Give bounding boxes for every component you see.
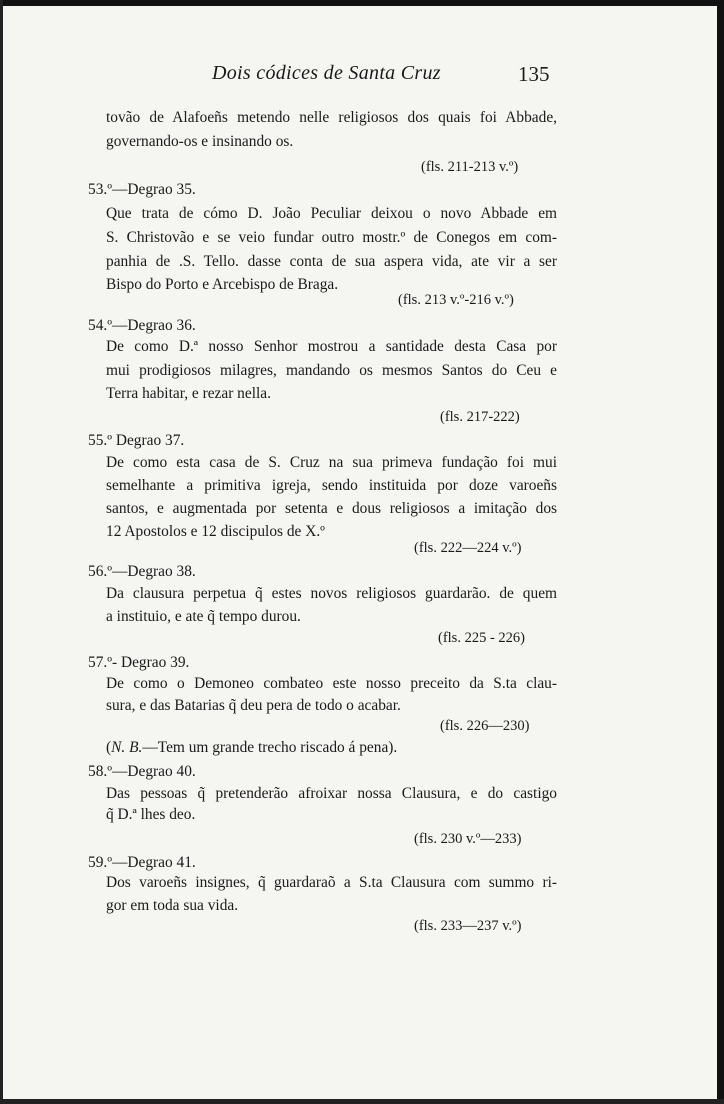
- entry-line: semelhante a primitiva igreja, sendo instituida por doze varoeñs: [106, 477, 557, 494]
- entry-line: 12 Apostolos e 12 discipulos de X.º: [106, 523, 325, 540]
- entry-line: q̃ D.ª lhes deo.: [106, 806, 196, 823]
- running-title: Dois códices de Santa Cruz: [212, 62, 441, 84]
- entry-folio-ref: (fls. 230 v.º—233): [414, 831, 522, 847]
- entry-folio-ref: (fls. 217-222): [440, 409, 520, 425]
- page-header: [0, 62, 724, 92]
- entry-line: Bispo do Porto e Arcebispo de Braga.: [106, 276, 339, 293]
- entry-line: santos, e augmentada por setenta e dous religiosos a imitação dos: [106, 500, 557, 517]
- intro-line: tovão de Alafoeñs metendo nelle religiosos dos quais foi Abbade,: [106, 109, 557, 126]
- scan-border-left: [0, 0, 3, 1104]
- entry-line: gor em toda sua vida.: [106, 897, 239, 914]
- page-number: 135: [518, 62, 550, 86]
- entry-heading: 58.º—Degrao 40.: [88, 763, 196, 780]
- entry-line: De como esta casa de S. Cruz na sua primeva fundação foi mui: [106, 454, 557, 471]
- entry-heading: 56.º—Degrao 38.: [88, 563, 196, 580]
- entry-line: mui prodigiosos milagres, mandando os mesmos Santos do Ceu e: [106, 362, 557, 379]
- entry-line: De como o Demoneo combateo este nosso preceito da S.ta clau-: [106, 675, 557, 692]
- entry-line: sura, e das Batarias q̃ deu pera de todo o acabar.: [106, 697, 401, 714]
- entry-line: a instituio, e ate q̃ tempo durou.: [106, 608, 301, 625]
- editor-note: [106, 738, 397, 758]
- entry-line: panhia de .S. Tello. dasse conta de sua aspera vida, ate vir a ser: [106, 253, 557, 270]
- entry-line: S. Christovão e se veio fundar outro mostr.º de Conegos em com-: [106, 229, 557, 246]
- scan-border-top: [0, 0, 724, 6]
- entry-folio-ref: (fls. 222—224 v.º): [414, 540, 522, 556]
- scan-border-bottom: [0, 1099, 724, 1104]
- entry-heading: 57.º- Degrao 39.: [88, 654, 190, 671]
- entry-folio-ref: (fls. 225 - 226): [438, 630, 525, 646]
- entry-line: Que trata de cómo D. João Peculiar deixou o novo Abbade em: [106, 205, 557, 222]
- entry-heading: 55.º Degrao 37.: [88, 432, 185, 449]
- entry-heading: 59.º—Degrao 41.: [88, 854, 196, 871]
- entry-line: Das pessoas q̃ pretenderão afroixar nossa Clausura, e do castigo: [106, 785, 557, 802]
- entry-line: Terra habitar, e rezar nella.: [106, 385, 271, 402]
- editor-note-text: —Tem um grande trecho riscado á pena).: [142, 739, 398, 756]
- entry-heading: 53.º—Degrao 35.: [88, 181, 196, 198]
- intro-folio-ref: (fls. 211-213 v.º): [421, 159, 519, 175]
- entry-line: Da clausura perpetua q̃ estes novos religiosos guardarão. de quem: [106, 585, 557, 602]
- entry-line: Dos varoeñs insignes, q̃ guardaraõ a S.ta Clausura com summo ri-: [106, 874, 557, 891]
- entry-folio-ref: (fls. 226—230): [440, 718, 530, 734]
- entry-line: De como D.ª nosso Senhor mostrou a santidade desta Casa por: [106, 338, 557, 355]
- scan-border-right: [717, 0, 724, 1104]
- editor-note-open: (: [106, 739, 112, 756]
- entry-folio-ref: (fls. 233—237 v.º): [414, 918, 522, 934]
- intro-line: governando-os e insinando os.: [106, 133, 294, 150]
- editor-note-label: N. B.: [111, 739, 143, 756]
- entry-heading: 54.º—Degrao 36.: [88, 317, 196, 334]
- entry-folio-ref: (fls. 213 v.º-216 v.º): [398, 292, 514, 308]
